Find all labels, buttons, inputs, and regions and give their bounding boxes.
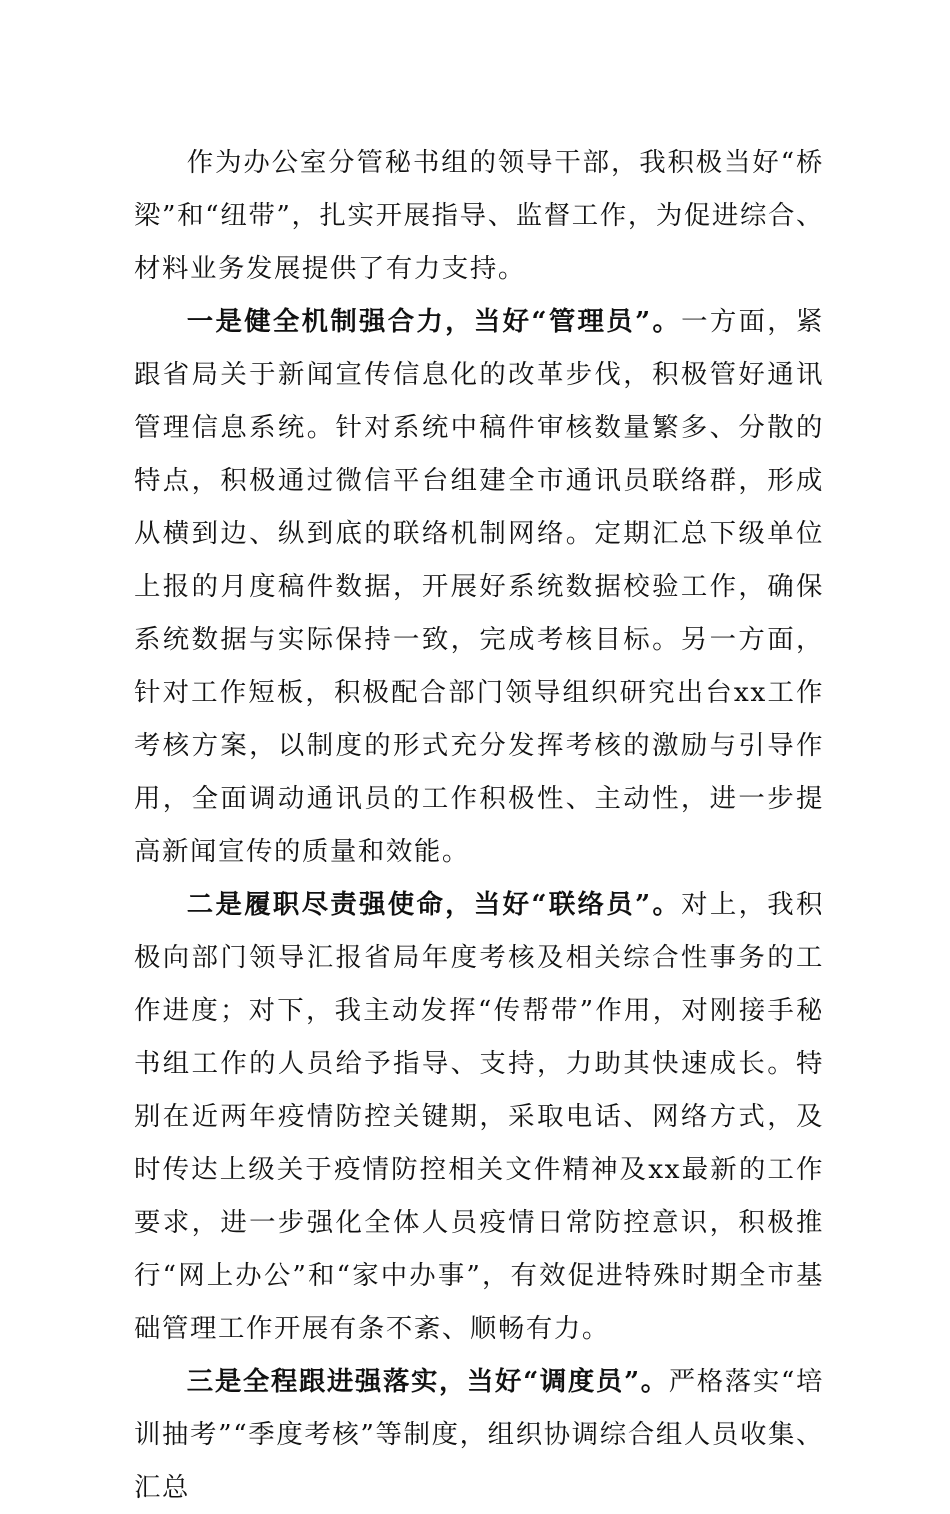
paragraph-point-1 bbox=[134, 295, 824, 878]
paragraph-point-2 bbox=[134, 878, 824, 1355]
paragraph-intro bbox=[134, 136, 824, 295]
paragraph-text: 严格落实“培训抽考”“季度考核”等制度，组织协调综合组人员收集、汇总 bbox=[134, 1366, 824, 1503]
paragraph-text: 对上，我积极向部门领导汇报省局年度考核及相关综合性事务的工作进度；对下，我主动发挥“传帮带”作用，对刚接手秘书组工作的人员给予指导、支持，力助其快速成长。特别在近两年疫情防控关键期，采取电话、网络方式，及时传达上级关于疫情防控相关文件精神及xx最新的工作要求，进一步强化全体人员疫情日常防控意识，积极推行“网上办公”和“家中办事”，有效促进特殊时期全市基础管理工作开展有条不紊、顺畅有力。 bbox=[134, 889, 824, 1344]
document-body bbox=[134, 136, 824, 1514]
paragraph-lead: 二是履职尽责强使命，当好“联络员”。 bbox=[186, 889, 682, 920]
paragraph-point-3 bbox=[134, 1355, 824, 1514]
paragraph-lead: 一是健全机制强合力，当好“管理员”。 bbox=[186, 306, 682, 337]
paragraph-lead: 三是全程跟进强落实，当好“调度员”。 bbox=[186, 1366, 669, 1397]
paragraph-text: 作为办公室分管秘书组的领导干部，我积极当好“桥梁”和“纽带”，扎实开展指导、监督工作，为促进综合、材料业务发展提供了有力支持。 bbox=[134, 147, 824, 284]
paragraph-text: 一方面，紧跟省局关于新闻宣传信息化的改革步伐，积极管好通讯管理信息系统。针对系统中稿件审核数量繁多、分散的特点，积极通过微信平台组建全市通讯员联络群，形成从横到边、纵到底的联络机制网络。定期汇总下级单位上报的月度稿件数据，开展好系统数据校验工作，确保系统数据与实际保持一致，完成考核目标。另一方面，针对工作短板，积极配合部门领导组织研究出台xx工作考核方案，以制度的形式充分发挥考核的激励与引导作用，全面调动通讯员的工作积极性、主动性，进一步提高新闻宣传的质量和效能。 bbox=[134, 306, 824, 867]
